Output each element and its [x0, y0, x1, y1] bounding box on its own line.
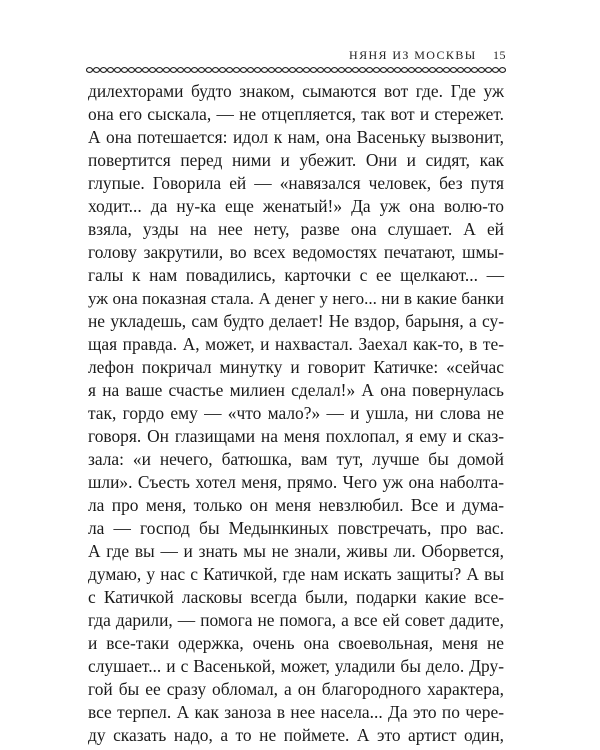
text-line: так, гордо ему — «что мало?» — и ушла, ни слова не	[88, 403, 504, 423]
text-line: думаю, у нас с Катичкой, где нам искать защиты? А вы	[88, 564, 504, 584]
text-line: голову закрутили, во всех ведомостях печатают, шмы-	[88, 242, 504, 262]
text-line: и все-таки одержка, очень она своевольная, меня не	[88, 633, 504, 653]
text-line: лефон покричал минутку и говорит Катичке: «сейчас	[88, 357, 504, 377]
page-number: 15	[493, 48, 506, 62]
text-line: ла — господ бы Медынкиных повстречать, про вас.	[88, 518, 504, 538]
text-line: взяла, узды на нее нету, разве она слушает. А ей	[88, 219, 504, 239]
text-line: гда дарили, — помога не помога, а все ей совет дадите,	[88, 610, 504, 630]
text-line: повертится перед ними и убежит. Они и сидят, как	[88, 150, 504, 170]
text-line: она его сыскала, — не отцепляется, так вот и стережет.	[88, 104, 504, 124]
text-line: шли». Съесть хотел меня, прямо. Чего уж она наболта-	[88, 472, 504, 492]
text-line: я на ваше счастье милиен сделал!» А она повернулась	[88, 380, 504, 400]
text-line: щая правда. А, может, и нахвастал. Заехал как-то, в те-	[88, 334, 504, 354]
text-line: с Катичкой ласковы всегда были, подарки какие все-	[88, 587, 504, 607]
text-line: слушает... и с Васенькой, может, уладили бы дело. Дру-	[88, 656, 504, 676]
text-line: А где вы — и знать мы не знали, живы ли. Оборвется,	[88, 541, 504, 561]
running-head	[86, 48, 506, 66]
text-line: ходит... да ну-ка еще женатый!» Да уж она волю-то	[88, 196, 504, 216]
text-line: зала: «и нечего, батюшка, вам тут, лучше бы домой	[88, 449, 504, 469]
text-line: гой бы ее сразу обломал, а он благородного характера,	[88, 679, 504, 699]
text-line: ла про меня, только он меня невзлюбил. Все и дума-	[88, 495, 504, 515]
text-line: уж она показная стала. А денег у него... ни в какие банки	[88, 289, 504, 308]
text-line: дилехторами будто знаком, сымаются вот где. Где уж	[88, 81, 504, 101]
text-line: галы к нам повадились, карточки с ее щелкают... —	[88, 265, 504, 285]
text-line: глупые. Говорила ей — «навязался человек, без путя	[88, 173, 504, 193]
text-line: говоря. Он глазищами на меня похлопал, я ему и сказ-	[88, 426, 504, 446]
ornamental-rule	[86, 66, 506, 74]
text-line: не укладешь, сам будто делает! Не вздор, барыня, а су-	[88, 311, 504, 331]
text-line: А она потешается: идол к нам, она Васеньку вызвонит,	[88, 127, 504, 147]
page-body-text	[88, 80, 504, 747]
text-line: все терпел. А как заноза в нее насела... Да это по чере-	[88, 702, 504, 722]
running-head-title: НЯНЯ ИЗ МОСКВЫ	[349, 48, 477, 62]
text-line: ду сказать надо, а то не поймете. А это артист один,	[88, 725, 504, 745]
